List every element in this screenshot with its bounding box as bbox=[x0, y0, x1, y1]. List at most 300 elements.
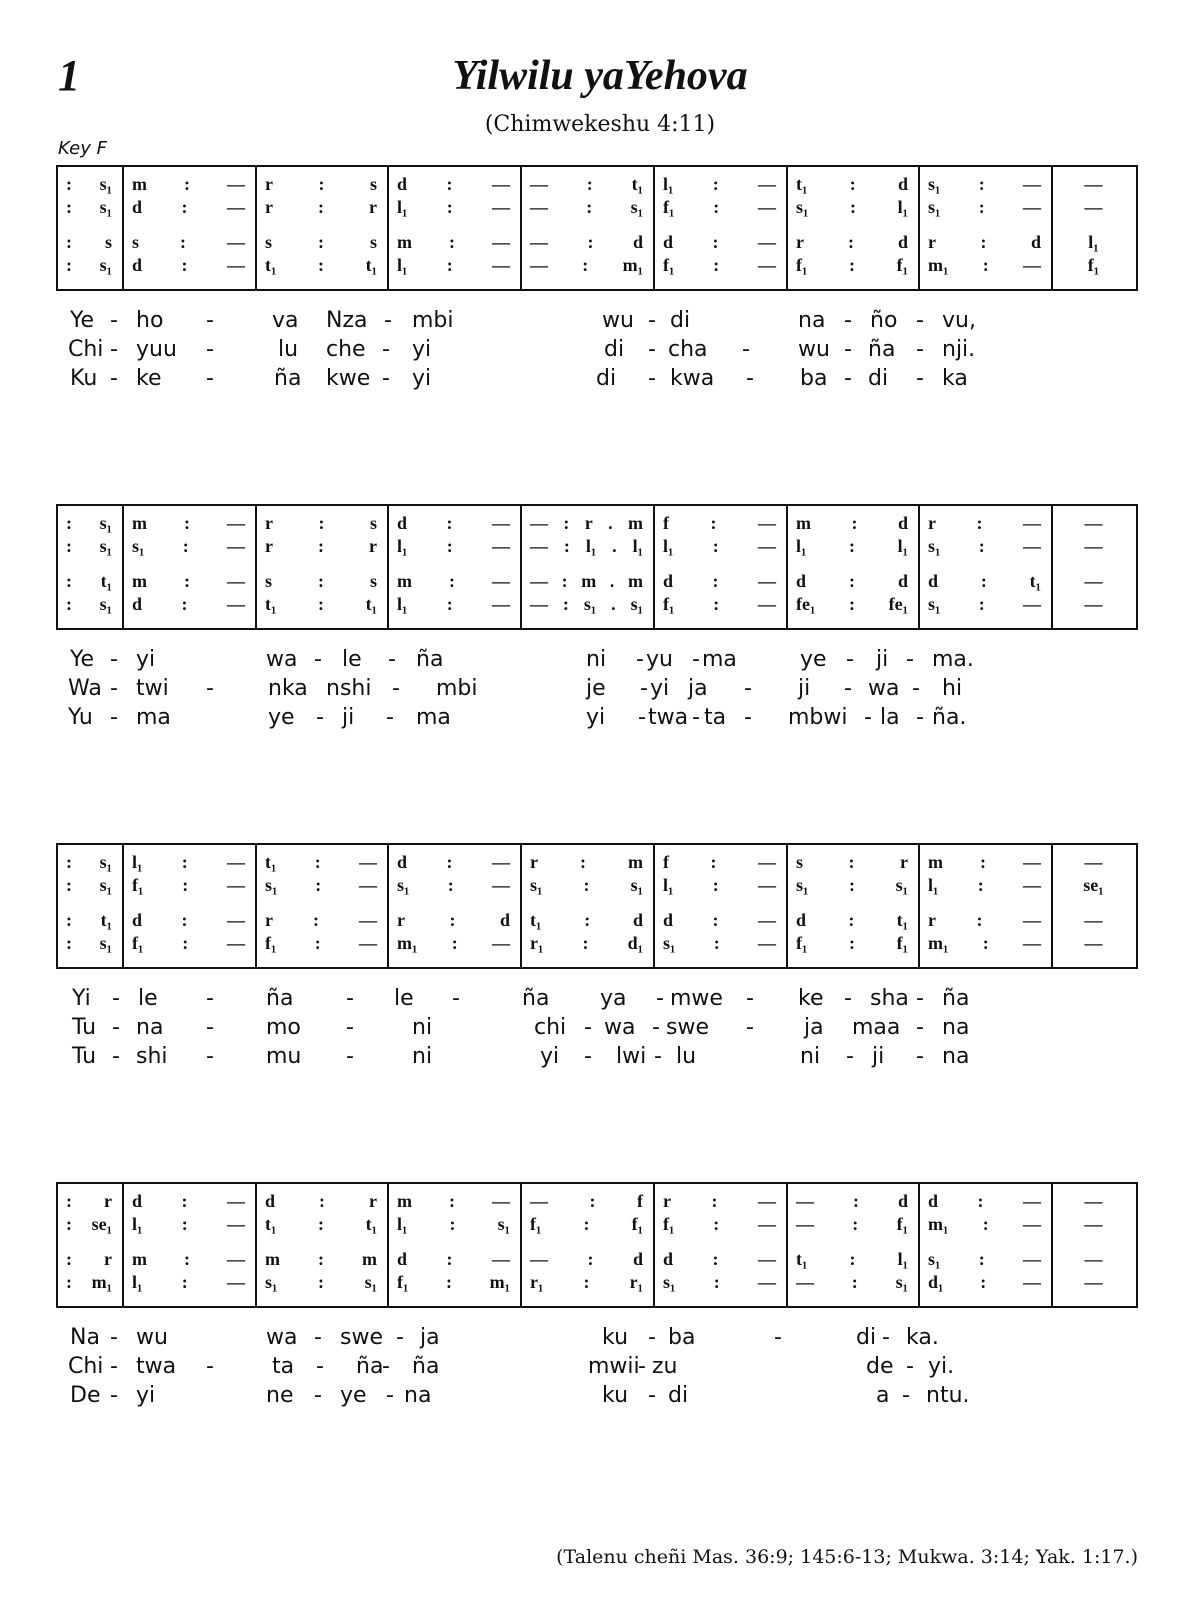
syllable-hyphen: - bbox=[638, 705, 646, 730]
solfa-notes: s₁ : — bbox=[928, 593, 1041, 614]
syllable-hyphen: - bbox=[382, 366, 390, 391]
solfa-notes: f₁ : — bbox=[663, 593, 776, 614]
solfa-notes: m : — bbox=[132, 173, 245, 194]
lyric-syllable: ña bbox=[266, 986, 294, 1011]
solfa-notes: s₁ : — bbox=[663, 1271, 776, 1292]
measure bbox=[653, 165, 786, 291]
syllable-hyphen: - bbox=[656, 986, 664, 1011]
syllable-hyphen: - bbox=[846, 1044, 854, 1069]
solfa-notes: r : r bbox=[265, 535, 377, 556]
solfa-notes: f : — bbox=[663, 512, 776, 533]
lyric-syllable: Tu bbox=[72, 1015, 97, 1040]
syllable-hyphen: - bbox=[692, 647, 700, 672]
music-system bbox=[56, 504, 1138, 630]
measure bbox=[122, 165, 255, 291]
syllable-hyphen: - bbox=[346, 1044, 354, 1069]
syllable-hyphen: - bbox=[346, 1015, 354, 1040]
solfa-notes: — : l₁ . l₁ bbox=[530, 535, 643, 556]
lyric-syllable: ni bbox=[412, 1044, 433, 1069]
syllable-hyphen: - bbox=[742, 337, 750, 362]
syllable-hyphen: - bbox=[110, 1354, 118, 1379]
solfa-notes: : s₁ bbox=[66, 851, 112, 872]
lyric-syllable: lu bbox=[278, 337, 299, 362]
solfa-notes: m : — bbox=[397, 231, 510, 252]
measure bbox=[918, 843, 1051, 969]
solfa-notes: — bbox=[1084, 196, 1103, 217]
lyric-syllable: yi bbox=[412, 366, 432, 391]
lyric-line bbox=[56, 1383, 1138, 1412]
measure bbox=[387, 504, 520, 630]
syllable-hyphen: - bbox=[846, 647, 854, 672]
syllable-hyphen: - bbox=[314, 647, 322, 672]
solfa-notes: : s₁ bbox=[66, 535, 112, 556]
solfa-notes: d : — bbox=[397, 173, 510, 194]
solfa-notes: l₁ : — bbox=[663, 173, 776, 194]
lyric-syllable: shi bbox=[136, 1044, 168, 1069]
lyric-syllable: cha bbox=[668, 337, 708, 362]
measure bbox=[122, 504, 255, 630]
syllable-hyphen: - bbox=[206, 676, 214, 701]
lyric-syllable: Chi bbox=[68, 1354, 104, 1379]
key-signature: Key F bbox=[58, 138, 107, 159]
lyric-syllable: ke bbox=[798, 986, 824, 1011]
solfa-notes: m₁ : — bbox=[928, 254, 1041, 275]
solfa-notes: : t₁ bbox=[66, 570, 112, 591]
lyric-syllable: yi bbox=[136, 647, 156, 672]
lyric-syllable: va bbox=[272, 308, 299, 333]
solfa-notes: f₁ : — bbox=[663, 254, 776, 275]
syllable-hyphen: - bbox=[384, 308, 392, 333]
lyric-syllable: Ye bbox=[70, 647, 95, 672]
lyric-syllable: na bbox=[136, 1015, 164, 1040]
syllable-hyphen: - bbox=[916, 986, 924, 1011]
measure bbox=[786, 843, 918, 969]
lyric-syllable: na bbox=[942, 1044, 970, 1069]
syllable-hyphen: - bbox=[844, 308, 852, 333]
syllable-hyphen: - bbox=[110, 366, 118, 391]
solfa-notes: s₁ : l₁ bbox=[796, 196, 908, 217]
lyric-syllable: wa bbox=[604, 1015, 636, 1040]
solfa-notes: t₁ : — bbox=[265, 851, 377, 872]
measure bbox=[520, 504, 653, 630]
measure bbox=[56, 504, 122, 630]
solfa-notes: f₁ : f₁ bbox=[796, 932, 908, 953]
lyric-syllable: wa bbox=[266, 647, 298, 672]
measure bbox=[918, 165, 1051, 291]
measure bbox=[255, 504, 387, 630]
measure bbox=[387, 1182, 520, 1308]
lyric-syllable: wu bbox=[136, 1325, 168, 1350]
solfa-notes: : t₁ bbox=[66, 909, 112, 930]
syllable-hyphen: - bbox=[206, 1044, 214, 1069]
solfa-notes: — : d bbox=[530, 231, 643, 252]
solfa-notes: l₁ bbox=[1088, 231, 1099, 252]
measure bbox=[653, 1182, 786, 1308]
syllable-hyphen: - bbox=[916, 1015, 924, 1040]
lyrics-block bbox=[56, 986, 1138, 1073]
syllable-hyphen: - bbox=[110, 705, 118, 730]
lyric-syllable: ño bbox=[870, 308, 898, 333]
solfa-notes: : s bbox=[66, 231, 112, 252]
solfa-notes: m : — bbox=[132, 570, 245, 591]
measure bbox=[255, 165, 387, 291]
syllable-hyphen: - bbox=[316, 1354, 324, 1379]
solfa-notes: m : — bbox=[397, 570, 510, 591]
lyric-syllable: ja bbox=[688, 676, 708, 701]
solfa-notes: m : — bbox=[397, 1190, 510, 1211]
syllable-hyphen: - bbox=[206, 337, 214, 362]
solfa-notes: r₁ : d₁ bbox=[530, 932, 643, 953]
syllable-hyphen: - bbox=[110, 1325, 118, 1350]
syllable-hyphen: - bbox=[648, 337, 656, 362]
measure bbox=[653, 504, 786, 630]
hymn-number: 1 bbox=[58, 51, 80, 100]
lyric-syllable: Tu bbox=[72, 1044, 97, 1069]
solfa-notes: — : s₁ bbox=[530, 196, 643, 217]
lyric-syllable: twi bbox=[136, 676, 169, 701]
solfa-notes: l₁ : — bbox=[397, 196, 510, 217]
solfa-notes: d : — bbox=[663, 1248, 776, 1269]
lyric-syllable: ni bbox=[412, 1015, 433, 1040]
solfa-notes: r : — bbox=[265, 909, 377, 930]
solfa-notes: s₁ : — bbox=[132, 535, 245, 556]
lyric-syllable: yi bbox=[540, 1044, 560, 1069]
syllable-hyphen: - bbox=[638, 1354, 646, 1379]
lyric-syllable: ña bbox=[356, 1354, 384, 1379]
music-system bbox=[56, 1182, 1138, 1308]
measure bbox=[786, 1182, 918, 1308]
solfa-notes: — : m . m bbox=[530, 570, 643, 591]
music-system bbox=[56, 843, 1138, 969]
lyric-syllable: De bbox=[70, 1383, 101, 1408]
syllable-hyphen: - bbox=[746, 986, 754, 1011]
solfa-notes: : s₁ bbox=[66, 932, 112, 953]
syllable-hyphen: - bbox=[654, 1044, 662, 1069]
measure bbox=[918, 1182, 1051, 1308]
syllable-hyphen: - bbox=[206, 366, 214, 391]
syllable-hyphen: - bbox=[844, 676, 852, 701]
lyric-line bbox=[56, 676, 1138, 705]
lyric-syllable: di bbox=[668, 1383, 689, 1408]
solfa-notes: l₁ : — bbox=[132, 851, 245, 872]
solfa-notes: — : s₁ bbox=[796, 1271, 908, 1292]
measure bbox=[387, 843, 520, 969]
solfa-notes: : s₁ bbox=[66, 874, 112, 895]
solfa-notes: d : — bbox=[663, 231, 776, 252]
syllable-hyphen: - bbox=[396, 1325, 404, 1350]
lyric-line bbox=[56, 1325, 1138, 1354]
lyric-syllable: mo bbox=[266, 1015, 301, 1040]
solfa-notes: s₁ : — bbox=[928, 196, 1041, 217]
lyric-syllable: ña bbox=[274, 366, 302, 391]
solfa-notes: l₁ : l₁ bbox=[796, 535, 908, 556]
solfa-notes: r : d bbox=[928, 231, 1041, 252]
lyric-syllable: ña. bbox=[932, 705, 967, 730]
syllable-hyphen: - bbox=[382, 337, 390, 362]
solfa-notes: r : d bbox=[397, 909, 510, 930]
syllable-hyphen: - bbox=[744, 705, 752, 730]
lyric-syllable: yi bbox=[650, 676, 670, 701]
solfa-notes: m : d bbox=[796, 512, 908, 533]
lyric-syllable: ye bbox=[340, 1383, 367, 1408]
solfa-notes: t₁ : t₁ bbox=[265, 593, 377, 614]
measure bbox=[56, 1182, 122, 1308]
syllable-hyphen: - bbox=[844, 986, 852, 1011]
lyric-syllable: ña bbox=[522, 986, 550, 1011]
syllable-hyphen: - bbox=[648, 1383, 656, 1408]
lyric-syllable: mwii bbox=[588, 1354, 640, 1379]
lyric-syllable: ji bbox=[798, 676, 811, 701]
solfa-notes: d : — bbox=[132, 909, 245, 930]
lyric-syllable: ba bbox=[668, 1325, 696, 1350]
lyric-syllable: ña bbox=[412, 1354, 440, 1379]
lyric-syllable: ma bbox=[702, 647, 737, 672]
lyric-syllable: wa bbox=[868, 676, 900, 701]
lyric-syllable: ma bbox=[416, 705, 451, 730]
lyric-syllable: yi bbox=[412, 337, 432, 362]
syllable-hyphen: - bbox=[746, 1015, 754, 1040]
solfa-notes: l₁ : — bbox=[397, 593, 510, 614]
solfa-notes: — : r . m bbox=[530, 512, 643, 533]
measure bbox=[1051, 843, 1136, 969]
lyric-syllable: ji bbox=[342, 705, 355, 730]
lyric-syllable: yi bbox=[586, 705, 606, 730]
solfa-notes: l₁ : — bbox=[132, 1213, 245, 1234]
solfa-notes: s₁ : s₁ bbox=[265, 1271, 377, 1292]
lyric-syllable: zu bbox=[652, 1354, 678, 1379]
solfa-notes: r : d bbox=[796, 231, 908, 252]
solfa-notes: m : — bbox=[928, 851, 1041, 872]
lyric-syllable: yu bbox=[646, 647, 673, 672]
syllable-hyphen: - bbox=[110, 308, 118, 333]
solfa-notes: l₁ : — bbox=[928, 874, 1041, 895]
syllable-hyphen: - bbox=[206, 308, 214, 333]
lyric-syllable: che bbox=[326, 337, 366, 362]
lyric-syllable: na bbox=[942, 1015, 970, 1040]
solfa-notes: : s₁ bbox=[66, 173, 112, 194]
syllable-hyphen: - bbox=[844, 366, 852, 391]
measure bbox=[56, 165, 122, 291]
solfa-notes: — bbox=[1084, 1213, 1103, 1234]
syllable-hyphen: - bbox=[110, 647, 118, 672]
syllable-hyphen: - bbox=[346, 986, 354, 1011]
solfa-notes: d : — bbox=[397, 1248, 510, 1269]
lyric-syllable: swe bbox=[340, 1325, 383, 1350]
solfa-notes: s₁ : — bbox=[928, 1248, 1041, 1269]
lyric-line bbox=[56, 366, 1138, 395]
solfa-notes: r : — bbox=[928, 512, 1041, 533]
lyric-line bbox=[56, 337, 1138, 366]
measure bbox=[255, 843, 387, 969]
footer-references: (Talenu cheñi Mas. 36:9; 145:6-13; Mukwa. 3:14; Yak. 1:17.) bbox=[556, 1546, 1138, 1568]
lyric-line bbox=[56, 1354, 1138, 1383]
lyric-syllable: ja bbox=[804, 1015, 824, 1040]
solfa-notes: l₁ : — bbox=[132, 1271, 245, 1292]
lyric-syllable: le bbox=[138, 986, 158, 1011]
measure bbox=[1051, 165, 1136, 291]
solfa-notes: d : r bbox=[265, 1190, 377, 1211]
measure bbox=[1051, 504, 1136, 630]
lyric-syllable: ni bbox=[586, 647, 607, 672]
solfa-notes: : se₁ bbox=[66, 1213, 112, 1234]
lyric-syllable: di bbox=[604, 337, 625, 362]
syllable-hyphen: - bbox=[386, 705, 394, 730]
syllable-hyphen: - bbox=[648, 366, 656, 391]
solfa-notes: t₁ : t₁ bbox=[265, 254, 377, 275]
syllable-hyphen: - bbox=[902, 1383, 910, 1408]
solfa-notes: d : t₁ bbox=[796, 909, 908, 930]
solfa-notes: — : m₁ bbox=[530, 254, 643, 275]
solfa-notes: m₁ : — bbox=[928, 1213, 1041, 1234]
lyric-syllable: ja bbox=[420, 1325, 440, 1350]
solfa-notes: f₁ : m₁ bbox=[397, 1271, 510, 1292]
lyric-syllable: wa bbox=[266, 1325, 298, 1350]
solfa-notes: — bbox=[1084, 932, 1103, 953]
solfa-notes: d : — bbox=[132, 593, 245, 614]
lyric-syllable: ku bbox=[602, 1325, 629, 1350]
lyric-syllable: wu bbox=[798, 337, 830, 362]
lyric-syllable: ma bbox=[136, 705, 171, 730]
solfa-notes: f₁ : — bbox=[132, 874, 245, 895]
solfa-notes: m : — bbox=[132, 512, 245, 533]
lyric-syllable: de bbox=[866, 1354, 894, 1379]
measure bbox=[520, 165, 653, 291]
solfa-notes: — bbox=[1084, 1271, 1103, 1292]
solfa-notes: f₁ : — bbox=[663, 196, 776, 217]
lyrics-block bbox=[56, 647, 1138, 734]
solfa-notes: — bbox=[1084, 173, 1103, 194]
solfa-notes: — bbox=[1084, 570, 1103, 591]
syllable-hyphen: - bbox=[916, 337, 924, 362]
syllable-hyphen: - bbox=[692, 705, 700, 730]
solfa-notes: — : f₁ bbox=[796, 1213, 908, 1234]
syllable-hyphen: - bbox=[584, 1044, 592, 1069]
solfa-notes: — bbox=[1084, 1248, 1103, 1269]
lyric-syllable: sha bbox=[870, 986, 909, 1011]
syllable-hyphen: - bbox=[916, 308, 924, 333]
solfa-notes: r : s bbox=[265, 512, 377, 533]
syllable-hyphen: - bbox=[112, 1044, 120, 1069]
lyric-syllable: ntu. bbox=[926, 1383, 970, 1408]
solfa-notes: l₁ : — bbox=[397, 254, 510, 275]
scripture-reference: (Chimwekeshu 4:11) bbox=[484, 112, 716, 137]
lyric-syllable: le bbox=[394, 986, 414, 1011]
lyric-syllable: ke bbox=[136, 366, 162, 391]
lyric-syllable: ni bbox=[800, 1044, 821, 1069]
lyric-syllable: ya bbox=[600, 986, 627, 1011]
lyric-syllable: Yi bbox=[72, 986, 91, 1011]
syllable-hyphen: - bbox=[112, 986, 120, 1011]
solfa-notes: r : r bbox=[265, 196, 377, 217]
syllable-hyphen: - bbox=[382, 1354, 390, 1379]
solfa-notes: — bbox=[1084, 1190, 1103, 1211]
syllable-hyphen: - bbox=[112, 1015, 120, 1040]
syllable-hyphen: - bbox=[314, 1383, 322, 1408]
solfa-notes: s : r bbox=[796, 851, 908, 872]
measure bbox=[56, 843, 122, 969]
lyric-syllable: nji. bbox=[942, 337, 976, 362]
solfa-notes: — bbox=[1084, 593, 1103, 614]
solfa-notes: — : d bbox=[530, 1248, 643, 1269]
lyric-line bbox=[56, 647, 1138, 676]
solfa-notes: : r bbox=[66, 1190, 112, 1211]
syllable-hyphen: - bbox=[774, 1325, 782, 1350]
lyric-syllable: na bbox=[798, 308, 826, 333]
syllable-hyphen: - bbox=[388, 647, 396, 672]
syllable-hyphen: - bbox=[648, 308, 656, 333]
solfa-notes: d : — bbox=[663, 909, 776, 930]
lyric-syllable: twa bbox=[648, 705, 689, 730]
lyric-line bbox=[56, 705, 1138, 734]
lyric-syllable: ji bbox=[876, 647, 889, 672]
lyric-syllable: Ku bbox=[70, 366, 98, 391]
solfa-notes: r : — bbox=[663, 1190, 776, 1211]
solfa-notes: l₁ : — bbox=[663, 874, 776, 895]
lyric-syllable: ba bbox=[800, 366, 828, 391]
solfa-notes: s : — bbox=[132, 231, 245, 252]
solfa-notes: l₁ : — bbox=[397, 535, 510, 556]
solfa-notes: s : s bbox=[265, 570, 377, 591]
solfa-notes: s₁ : — bbox=[928, 535, 1041, 556]
solfa-notes: t₁ : t₁ bbox=[265, 1213, 377, 1234]
solfa-notes: t₁ : d bbox=[530, 909, 643, 930]
syllable-hyphen: - bbox=[864, 705, 872, 730]
lyric-syllable: vu, bbox=[942, 308, 976, 333]
solfa-notes: d : — bbox=[132, 254, 245, 275]
syllable-hyphen: - bbox=[640, 676, 648, 701]
solfa-notes: r : m bbox=[530, 851, 643, 872]
syllable-hyphen: - bbox=[206, 986, 214, 1011]
lyric-syllable: ka bbox=[942, 366, 968, 391]
lyric-syllable: nka bbox=[268, 676, 308, 701]
lyric-syllable: Nza bbox=[326, 308, 368, 333]
solfa-notes: : m₁ bbox=[66, 1271, 112, 1292]
solfa-notes: d : t₁ bbox=[928, 570, 1041, 591]
solfa-notes: m₁ : — bbox=[928, 932, 1041, 953]
lyric-syllable: je bbox=[586, 676, 606, 701]
lyric-syllable: la bbox=[880, 705, 900, 730]
solfa-notes: f₁ : — bbox=[132, 932, 245, 953]
solfa-notes: d : — bbox=[928, 1190, 1041, 1211]
lyric-syllable: Chi bbox=[68, 337, 104, 362]
solfa-notes: f₁ : f₁ bbox=[530, 1213, 643, 1234]
solfa-notes: f : — bbox=[663, 851, 776, 872]
lyric-syllable: ye bbox=[268, 705, 295, 730]
lyric-syllable: mwe bbox=[670, 986, 723, 1011]
lyric-syllable: kwe bbox=[326, 366, 371, 391]
lyric-syllable: wu bbox=[602, 308, 634, 333]
solfa-notes: m₁ : — bbox=[397, 932, 510, 953]
lyric-syllable: ji bbox=[872, 1044, 885, 1069]
solfa-notes: r : s bbox=[265, 173, 377, 194]
lyric-syllable: di bbox=[670, 308, 691, 333]
lyric-syllable: yuu bbox=[136, 337, 177, 362]
syllable-hyphen: - bbox=[110, 676, 118, 701]
lyric-syllable: di bbox=[856, 1325, 877, 1350]
solfa-notes: : s₁ bbox=[66, 196, 112, 217]
solfa-notes: d : — bbox=[132, 1190, 245, 1211]
lyric-syllable: yi. bbox=[928, 1354, 955, 1379]
lyric-syllable: a bbox=[876, 1383, 890, 1408]
solfa-notes: — bbox=[1084, 909, 1103, 930]
lyric-syllable: lwi bbox=[616, 1044, 647, 1069]
measure bbox=[387, 165, 520, 291]
lyric-syllable: ne bbox=[266, 1383, 294, 1408]
syllable-hyphen: - bbox=[386, 1383, 394, 1408]
solfa-notes: r : — bbox=[928, 909, 1041, 930]
syllable-hyphen: - bbox=[906, 647, 914, 672]
solfa-notes: fe₁ : fe₁ bbox=[796, 593, 908, 614]
